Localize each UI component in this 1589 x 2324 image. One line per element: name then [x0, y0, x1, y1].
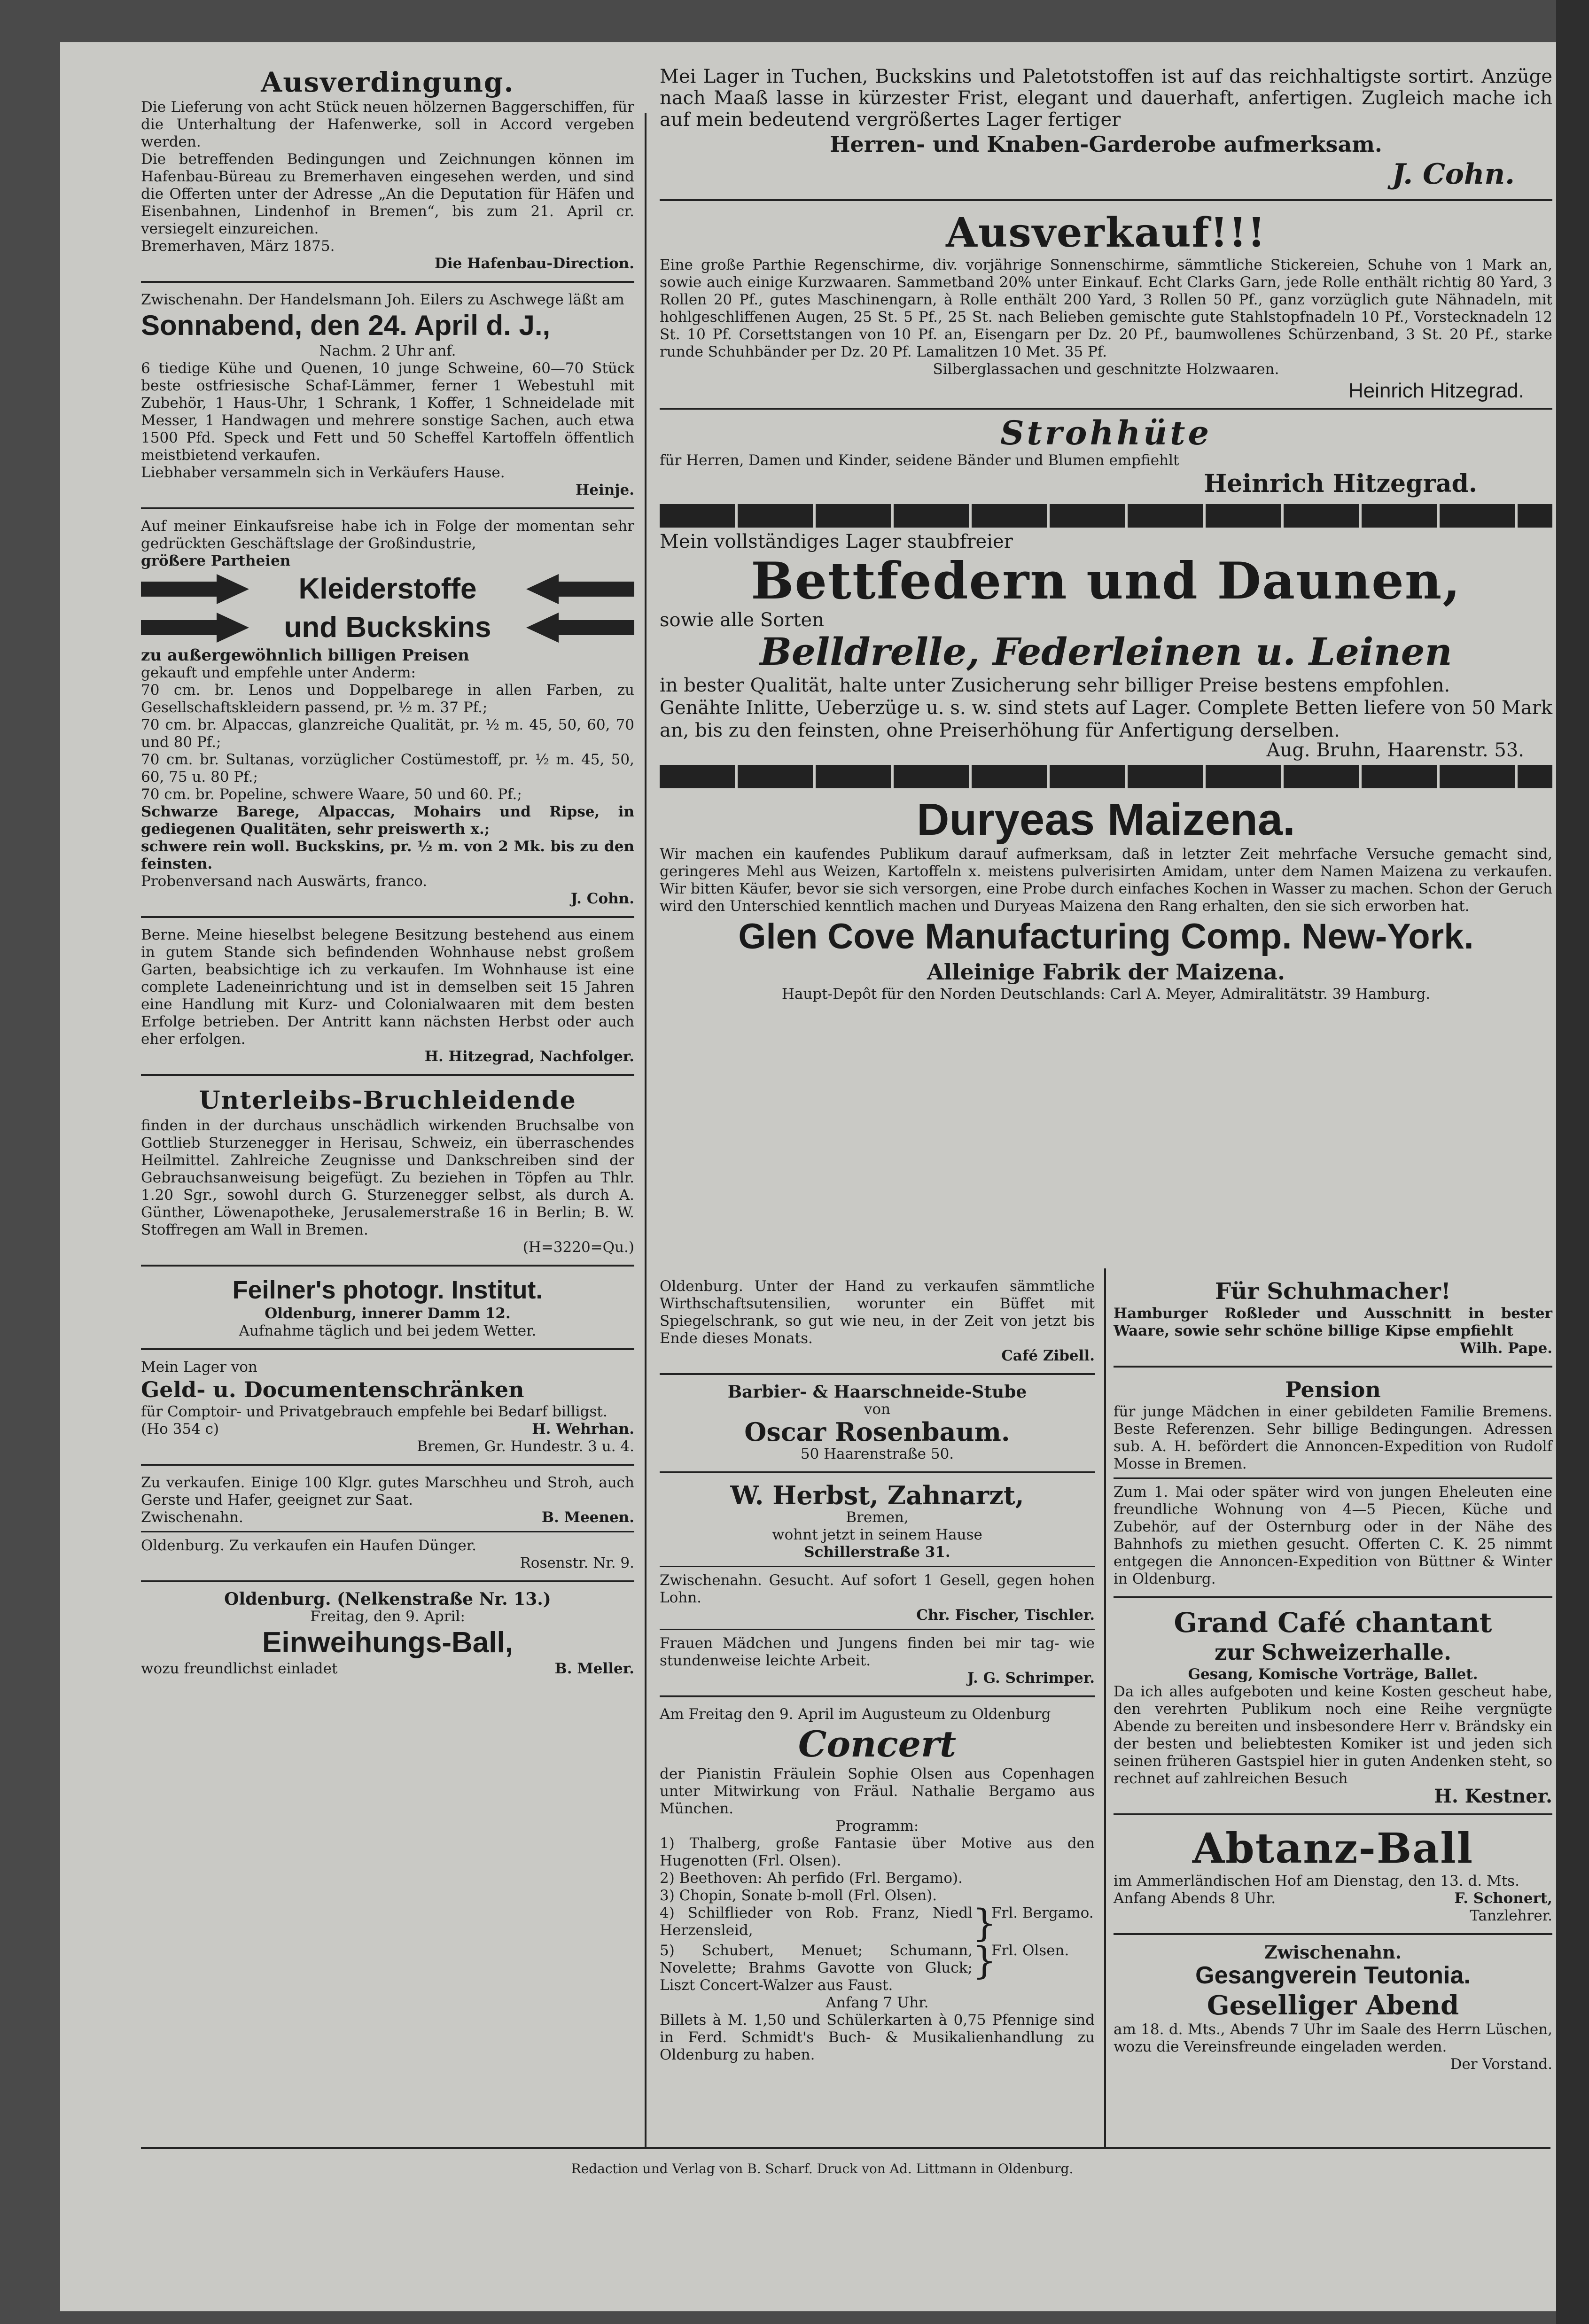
- ad-title: Feilner's photogr. Institut.: [232, 1276, 543, 1304]
- ad-berne: [141, 926, 634, 1065]
- ad-text: Da ich alles aufgeboten und keine Kosten gescheut habe, den verehrten Publikum noch eine Reihe vergnügte Abende zu bereiten und insbesondere Herr v. Brändsky ein der besten und beliebtesten Komiker ist und jeden sich seinen früheren Gastspiel hier in guten Andenken steht, so rechnet auf zahlreichen Besuch: [1114, 1683, 1552, 1787]
- ad-note: Silberglassachen und geschnitzte Holzwaaren.: [933, 361, 1279, 378]
- decorative-bar: [660, 504, 1552, 528]
- ad-title: Geselliger Abend: [1207, 1990, 1459, 2021]
- right-subcolumn-b: [1114, 1278, 1552, 2073]
- ad-signature: J. G. Schrimper.: [967, 1670, 1095, 1687]
- ad-text: Mein Lager von: [141, 1359, 257, 1376]
- ad-title: Grand Café chantant: [1174, 1607, 1492, 1639]
- separator: [141, 1074, 634, 1076]
- ad-title: Pension: [1285, 1377, 1381, 1402]
- ad-date: Sonnabend, den 24. April d. J.,: [141, 310, 551, 341]
- ad-place: Zwischenahn.: [1264, 1942, 1402, 1963]
- ad-text: Zwischenahn. Der Handelsmann Joh. Eilers zu Aschwege läßt am: [141, 291, 624, 308]
- ad-note: Probenversand nach Auswärts, franco.: [141, 873, 428, 890]
- list-item: 2) Beethoven: Ah perfido (Frl. Bergamo).: [660, 1870, 963, 1887]
- separator: [141, 507, 634, 509]
- ad-arbeit: [660, 1635, 1095, 1687]
- ad-address: 50 Haarenstraße 50.: [800, 1446, 954, 1462]
- ad-text: Bremen,: [846, 1509, 909, 1526]
- ad-signature: J. Cohn.: [570, 890, 634, 907]
- ad-text: Wir machen ein kaufendes Publikum darauf aufmerksam, daß in letzter Zeit mehrfache Versuche gemacht sind, geringeres Mehl aus Weizen, Kartoffeln x. meistens pulverisirten Amidam, unter dem Namen Maizena zu verkaufen. Wir bitten Käufer, bevor sie sich versorgen, eine Probe durch einfaches Kochen in Wasser zu machen. Schon der Geruch wird den Unterschied kenntlich machen und Duryeas Maizena den Rang erhalten, den sie sich erworben hat.: [660, 846, 1552, 915]
- ad-text: Auf meiner Einkaufsreise habe ich in Folge der momentan sehr gedrückten Geschäftslage der Großindustrie,: [141, 518, 634, 552]
- right-column: [660, 66, 1552, 1003]
- brace: }: [973, 1939, 997, 1982]
- ad-text: Eine große Parthie Regenschirme, div. vorjährige Sonnenschirme, sämmtliche Stickereien, Schuhe von 1 Mark an, sowie auch einige Kurzwaaren. Sammetband 20% unter Einkauf. Echt Clarks Garn, jede Rolle enthält richtig 80 Yard, 3 Rollen 20 Pf., gutes Maschinengarn, à Rolle enthält 200 Yard, 3 Rollen 50 Pf., ganz vorzüglich gute Nähnadeln, mit hohlgeschliffenen Augen, 25 St. 5 Pf., 25 St. nach Belieben gemischte gute Stahlstopfnadeln 10 Pf., Vorstecknadeln 12 St. 10 Pf. Corsettstangen von 10 Pf. an, Eisengarn per Dz. 20 Pf., baumwollenes Schürzenband, 3 St. 20 Pf., starke runde Schuhbänder per Dz. 20 Pf. Lamalitzen 10 Met. 35 Pf.: [660, 256, 1552, 360]
- ad-time: Anfang Abends 8 Uhr.: [1114, 1890, 1276, 1907]
- ad-address: Oldenburg, innerer Damm 12.: [265, 1305, 511, 1322]
- ad-heading: und Buckskins: [284, 611, 491, 644]
- list-side: Frl. Bergamo.: [991, 1904, 1094, 1921]
- separator: [141, 1580, 634, 1582]
- ad-title: Unterleibs-Bruchleidende: [199, 1086, 576, 1115]
- ad-text: für Comptoir- und Privatgebrauch empfehle bei Bedarf billigst.: [141, 1403, 608, 1420]
- list-item: 1) Thalberg, große Fantasie über Motive aus den Hugenotten (Frl. Olsen).: [660, 1835, 1095, 1869]
- ad-text: Haupt-Depôt für den Norden Deutschlands: Carl A. Meyer, Admiralitätstr. 39 Hamburg.: [781, 986, 1431, 1003]
- ad-title: Belldrelle, Federleinen u. Leinen: [760, 630, 1452, 674]
- decorative-bar: [660, 765, 1552, 788]
- ad-pension: [1114, 1376, 1552, 1473]
- list-item: 4) Schilflieder von Rob. Franz, Niedl Herzensleid,: [660, 1904, 973, 1939]
- ad-cohn-tuche: [660, 66, 1552, 191]
- separator: [1114, 1596, 1552, 1598]
- ad-ausverkauf: [660, 210, 1552, 404]
- ad-title: Strohhüte: [1000, 413, 1212, 452]
- ad-address: Rosenstr. Nr. 9.: [520, 1555, 634, 1571]
- separator: [660, 1695, 1095, 1697]
- ad-note: Liebhaber versammeln sich in Verkäufers Hause.: [141, 464, 505, 481]
- ad-text: von: [864, 1401, 891, 1418]
- ad-title: Abtanz-Ball: [1192, 1824, 1474, 1873]
- ad-signature: H. Hitzegrad, Nachfolger.: [424, 1048, 634, 1065]
- ad-text: am 18. d. Mts., Abends 7 Uhr im Saale des Herrn Lüschen, wozu die Vereinsfreunde eingeladen werden.: [1114, 2021, 1552, 2055]
- ad-signature: Aug. Bruhn, Haarenstr. 53.: [1266, 739, 1524, 761]
- ad-heading: Kleiderstoffe: [298, 573, 477, 605]
- separator: [141, 1265, 634, 1267]
- list-item: schwere rein woll. Buckskins, pr. ½ m. von 2 Mk. bis zu den feinsten.: [141, 838, 634, 872]
- imprint: Redaction und Verlag von B. Scharf. Druck von Ad. Littmann in Oldenburg.: [571, 2161, 1074, 2176]
- ad-schuhmacher: [1114, 1278, 1552, 1357]
- ad-gesucht: [660, 1572, 1095, 1624]
- ad-address: Schillerstraße 31.: [804, 1544, 950, 1561]
- ad-text: Die betreffenden Bedingungen und Zeichnungen können im Hafenbau-Büreau zu Bremerhaven eingesehen werden, und sind die Offerten unter der Adresse „An die Deputation für Häfen und Eisenbahnen, Lindenhof in Bremen“, bis zum 21. April cr. versiegelt einzureichen.: [141, 151, 634, 237]
- ad-bettfedern: [660, 533, 1552, 759]
- brace: }: [973, 1901, 997, 1945]
- ad-wohnung: [1114, 1484, 1552, 1588]
- ad-date: Freitag, den 9. April:: [310, 1608, 465, 1625]
- ad-title: Barbier- & Haarschneide-Stube: [727, 1382, 1027, 1402]
- ad-signature: J. Cohn.: [1392, 158, 1515, 191]
- ad-text: Am Freitag den 9. April im Augusteum zu Oldenburg: [660, 1706, 1051, 1723]
- ad-feilner: [141, 1275, 634, 1340]
- ad-text: größere Partheien: [141, 552, 291, 569]
- ad-text: Berne. Meine hieselbst belegene Besitzung bestehend aus einem in gutem Stande sich befindenden Wohnhause nebst großem Garten, beabsichtige ich zu verkaufen. Im Wohnhause ist eine complete Ladeneinrichtung und ist in demselben seit 15 Jahren eine Handlung mit Kurz- und Colonialwaaren mit dem besten Erfolge betrieben. Der Antritt kann nächsten Herbst oder auch eher erfolgen.: [141, 926, 634, 1048]
- pointing-hand-icon: [526, 613, 634, 643]
- separator: [1114, 1933, 1552, 1935]
- ad-text: sowie alle Sorten: [660, 609, 824, 631]
- ad-text: Billets à M. 1,50 und Schülerkarten à 0,75 Pfennige sind in Ferd. Schmidt's Buch- & Musikalienhandlung zu Oldenburg zu haben.: [660, 2012, 1095, 2063]
- ad-time: Anfang 7 Uhr.: [826, 1994, 929, 2011]
- ad-time: Nachm. 2 Uhr anf.: [319, 342, 456, 359]
- ad-text: in bester Qualität, halte unter Zusicherung sehr billiger Preise bestens empfohlen.: [660, 675, 1450, 696]
- separator: [141, 1348, 634, 1350]
- ad-title: Gesangverein Teutonia.: [1195, 1962, 1471, 1989]
- ad-text: Hamburger Roßleder und Ausschnitt in bester Waare, sowie sehr schöne billige Kipse empfiehlt: [1114, 1305, 1552, 1339]
- ad-abtanzball: [1114, 1824, 1552, 1925]
- ad-text: Die Lieferung von acht Stück neuen hölzernen Baggerschiffen, für die Unterhaltung der Hafenwerke, soll in Accord vergeben werden.: [141, 99, 634, 150]
- scan-edge: [1556, 0, 1589, 2324]
- ad-zahnarzt: [660, 1482, 1095, 1561]
- ad-text: im Ammerländischen Hof am Dienstag, den 13. d. Mts.: [1114, 1873, 1519, 1889]
- pointing-hand-icon: [141, 613, 249, 643]
- ad-text: gekauft und empfehle unter Anderm:: [141, 664, 416, 681]
- ad-title: Concert: [798, 1723, 957, 1765]
- ad-signature: Chr. Fischer, Tischler.: [916, 1607, 1095, 1624]
- ad-text: finden in der durchaus unschädlich wirkenden Bruchsalbe von Gottlieb Sturzenegger in Herisau, Schweiz, ein überraschendes Heilmittel. Zahlreiche Zeugnisse und Dankschreiben sind der Gebrauchsanweisung beigefügt. Zu beziehen in Töpfen au Thlr. 1.20 Sgr., sowohl durch G. Sturzenegger selbst, als durch A. Günther, Löwenapotheke, Jerusalemerstraße 16 in Berlin; B. W. Stoffregen am Wall in Bremen.: [141, 1117, 634, 1238]
- ad-signature: Heinrich Hitzegrad.: [1348, 379, 1524, 402]
- ad-text: der Pianistin Fräulein Sophie Olsen aus Copenhagen unter Mitwirkung von Fräul. Nathalie Bergamo aus München.: [660, 1765, 1095, 1817]
- ad-maizena: [660, 794, 1552, 1003]
- column-divider: [645, 113, 647, 2147]
- footer-rule: [141, 2147, 1550, 2149]
- ad-place: Zwischenahn.: [141, 1509, 243, 1526]
- ad-signature: Die Hafenbau-Direction.: [434, 255, 634, 272]
- ad-text: Programm:: [835, 1818, 919, 1834]
- ad-text: Oldenburg. Zu verkaufen ein Haufen Dünger.: [141, 1537, 477, 1554]
- subcolumn-divider: [1104, 1268, 1106, 2147]
- ad-bruchleidende: [141, 1084, 634, 1256]
- ad-duenger: [141, 1537, 634, 1572]
- ad-signature: Wilh. Pape.: [1460, 1340, 1552, 1357]
- separator: [660, 1373, 1095, 1375]
- separator: [660, 1629, 1095, 1630]
- ad-heading: Oldenburg. (Nelkenstraße Nr. 13.): [224, 1589, 551, 1609]
- list-item: 70 cm. br. Alpaccas, glanzreiche Qualität, pr. ½ m. 45, 50, 60, 70 und 80 Pf.;: [141, 716, 634, 751]
- ad-text: Zum 1. Mai oder später wird von jungen Eheleuten eine freundliche Wohnung von 4—5 Piecen, Küche und Zubehör, auf der Osternburg oder in der Nähe des Bahnhofs zu miethen gesucht. Offerten C. K. 25 nimmt entgegen die Annoncen-Expedition von Büttner & Winter in Oldenburg.: [1114, 1484, 1552, 1587]
- ad-einweihungsball: [141, 1591, 634, 1678]
- ad-marschheu: [141, 1474, 634, 1526]
- separator: [660, 1566, 1095, 1567]
- ad-title: Für Schuhmacher!: [1215, 1278, 1451, 1305]
- ad-teutonia: [1114, 1943, 1552, 2073]
- list-side: Frl. Olsen.: [991, 1942, 1069, 1959]
- separator: [660, 199, 1552, 201]
- ad-text: zu außergewöhnlich billigen Preisen: [141, 646, 469, 665]
- list-item: 70 cm. br. Sultanas, vorzüglicher Costümestoff, pr. ½ m. 45, 50, 60, 75 u. 80 Pf.;: [141, 751, 634, 785]
- ad-signature: B. Meenen.: [541, 1509, 634, 1526]
- list-item: 70 cm. br. Lenos und Doppelbarege in allen Farben, zu Gesellschaftskleidern passend, pr. ½ m. 37 Pf.;: [141, 682, 634, 716]
- ad-ausverdingung: [141, 66, 634, 272]
- separator: [141, 916, 634, 918]
- ad-text: Mei Lager in Tuchen, Buckskins und Paletotstoffen ist auf das reichhaltigste sortirt. Anzüge nach Maaß lasse in kürzester Frist, elegant und dauerhaft, anfertigen. Zugleich mache ich auf mein bedeutend vergrößertes Lager fertiger: [660, 66, 1552, 131]
- ad-text: Zu verkaufen. Einige 100 Klgr. gutes Marschheu und Stroh, auch Gerste und Hafer, geeignet zur Saat.: [141, 1474, 634, 1508]
- separator: [141, 281, 634, 283]
- ad-signature: B. Meller.: [554, 1660, 634, 1677]
- ad-title: Bettfedern und Daunen,: [751, 552, 1461, 611]
- ad-title: W. Herbst, Zahnarzt,: [730, 1480, 1024, 1510]
- ad-text: wohnt jetzt in seinem Hause: [772, 1526, 982, 1543]
- ad-code: (H=3220=Qu.): [522, 1239, 634, 1256]
- ad-subtitle: Gesang, Komische Vorträge, Ballet.: [1188, 1666, 1478, 1683]
- ad-title: Herren- und Knaben-Garderobe aufmerksam.: [830, 132, 1382, 157]
- ad-barbier: [660, 1384, 1095, 1463]
- ad-schraenke: [141, 1359, 634, 1455]
- ad-signature: Café Zibell.: [1001, 1347, 1095, 1364]
- list-item: 3) Chopin, Sonate b-moll (Frl. Olsen).: [660, 1887, 937, 1904]
- separator: [141, 1464, 634, 1466]
- ad-signature: Tanzlehrer.: [1470, 1907, 1552, 1924]
- ad-signature: Der Vorstand.: [1450, 2056, 1552, 2073]
- list-item: 70 cm. br. Popeline, schwere Waare, 50 und 60. Pf.;: [141, 786, 522, 803]
- ad-name: Oscar Rosenbaum.: [744, 1417, 1010, 1447]
- ad-subtitle: zur Schweizerhalle.: [1215, 1640, 1451, 1665]
- ad-text: für Herren, Damen und Kinder, seidene Bänder und Blumen empfiehlt: [660, 452, 1179, 469]
- ad-text: Frauen Mädchen und Jungens finden bei mir tag- wie stundenweise leichte Arbeit.: [660, 1635, 1095, 1669]
- separator: [1114, 1477, 1552, 1479]
- ad-subtitle: Alleinige Fabrik der Maizena.: [927, 959, 1285, 985]
- ad-note: Aufnahme täglich und bei jedem Wetter.: [239, 1322, 537, 1339]
- ad-text: wozu freundlichst einladet: [141, 1660, 338, 1677]
- ad-signature: H. Wehrhan.: [532, 1421, 634, 1438]
- ad-signature: Heinje.: [575, 482, 634, 498]
- ad-text: Genähte Inlitte, Ueberzüge u. s. w. sind stets auf Lager. Complete Betten liefere von 50 Mark an, bis zu den feinsten, ohne Preiserhöhung für Anfertigung derselben.: [660, 697, 1552, 741]
- ad-title: Ausverdingung.: [261, 66, 514, 98]
- ad-address: Bremen, Gr. Hundestr. 3 u. 4.: [417, 1438, 634, 1455]
- ad-kleiderstoffe: [141, 518, 634, 908]
- list-item: Schwarze Barege, Alpaccas, Mohairs und Ripse, in gediegenen Qualitäten, sehr preiswerth x.;: [141, 803, 634, 838]
- list-item: 5) Schubert, Menuet; Schumann, Novelette; Brahms Gavotte von Gluck; Liszt Concert-Walzer aus Faust.: [660, 1942, 973, 1994]
- ad-title: Ausverkauf!!!: [946, 209, 1266, 256]
- ad-signature: Heinrich Hitzegrad.: [1204, 469, 1477, 498]
- ad-signature: H. Kestner.: [1434, 1785, 1552, 1807]
- ad-concert: [660, 1706, 1095, 2064]
- ad-cafe-chantant: [1114, 1607, 1552, 1805]
- ad-strohhuete: [660, 414, 1552, 498]
- ad-signature: F. Schonert,: [1454, 1890, 1552, 1907]
- ad-code: (Ho 354 c): [141, 1421, 219, 1438]
- ad-text: 6 tiedige Kühe und Quenen, 10 junge Schweine, 60—70 Stück beste ostfriesische Schaf-Lämmer, ferner 1 Webestuhl mit Zubehör, 1 Haus-Uhr, 1 Schrank, 1 Koffer, 1 Schneidelade mit Messer, 1 Handwagen und mehrere sonstige Sachen, auch etwa 1500 Pfd. Speck und Fett und 50 Scheffel Kartoffeln öffentlich meistbietend verkaufen.: [141, 360, 634, 464]
- ad-cafe-zibell: [660, 1278, 1095, 1365]
- left-column: [141, 66, 634, 1678]
- separator: [660, 1471, 1095, 1473]
- right-subcolumn-a: [660, 1278, 1095, 2064]
- separator: [141, 1531, 634, 1532]
- ad-text: Zwischenahn. Gesucht. Auf sofort 1 Gesell, gegen hohen Lohn.: [660, 1572, 1095, 1606]
- ad-text: Mein vollständiges Lager staubfreier: [660, 531, 1013, 552]
- ad-place: Bremerhaven, März 1875.: [141, 238, 335, 255]
- ad-text: für junge Mädchen in einer gebildeten Familie Bremens. Beste Referenzen. Sehr billige Bedingungen. Adressen sub. A. H. befördert die Annoncen-Expedition von Rudolf Mosse in Bremen.: [1114, 1403, 1552, 1472]
- ad-title: Einweihungs-Ball,: [262, 1626, 513, 1659]
- separator: [1114, 1813, 1552, 1815]
- pointing-hand-icon: [526, 574, 634, 604]
- ad-title: Geld- u. Documentenschränken: [141, 1377, 524, 1402]
- ad-company: Glen Cove Manufacturing Comp. New-York.: [738, 917, 1474, 956]
- ad-auction: [141, 291, 634, 499]
- separator: [1114, 1366, 1552, 1368]
- ad-title: Duryeas Maizena.: [917, 794, 1295, 845]
- ad-text: Oldenburg. Unter der Hand zu verkaufen sämmtliche Wirthschaftsutensilien, worunter ein Büffet mit Spiegelschrank, so gut wie neu, in der Zeit von jetzt bis Ende dieses Monats.: [660, 1278, 1095, 1347]
- separator: [660, 408, 1552, 410]
- pointing-hand-icon: [141, 574, 249, 604]
